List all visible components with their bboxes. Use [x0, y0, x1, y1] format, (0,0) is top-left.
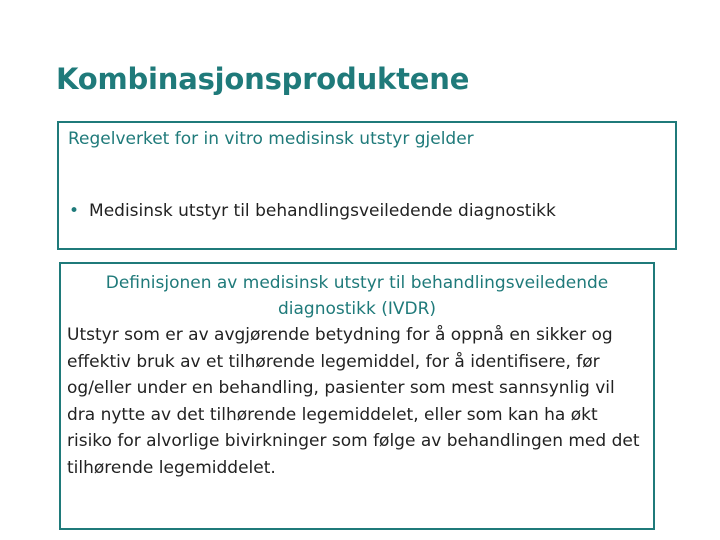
regulation-box [57, 121, 677, 250]
definition-box [59, 262, 655, 530]
bullet-item [69, 201, 556, 221]
definition-heading: Definisjonen av medisinsk utstyr til behandlingsveiledende diagnostikk (IVDR) [105, 273, 609, 319]
definition-text: Utstyr som er av avgjørende betydning for å oppnå en sikker og effektiv bruk av et tilhørende legemiddel, for å identifisere, før og/eller under en behandling, pasienter som mest sannsynlig vil dra nytte av det tilhørende legemiddelet, eller som kan ha økt risiko for alvorlige bivirkninger som følge av behandlingen med det tilhørende legemiddelet. [67, 325, 640, 478]
slide-title: Kombinasjonsproduktene [56, 62, 470, 96]
regulation-heading: Regelverket for in vitro medisinsk utstyr gjelder [68, 129, 474, 149]
bullet-text: Medisinsk utstyr til behandlingsveiledende diagnostikk [89, 201, 556, 221]
bullet-marker: • [69, 201, 80, 221]
